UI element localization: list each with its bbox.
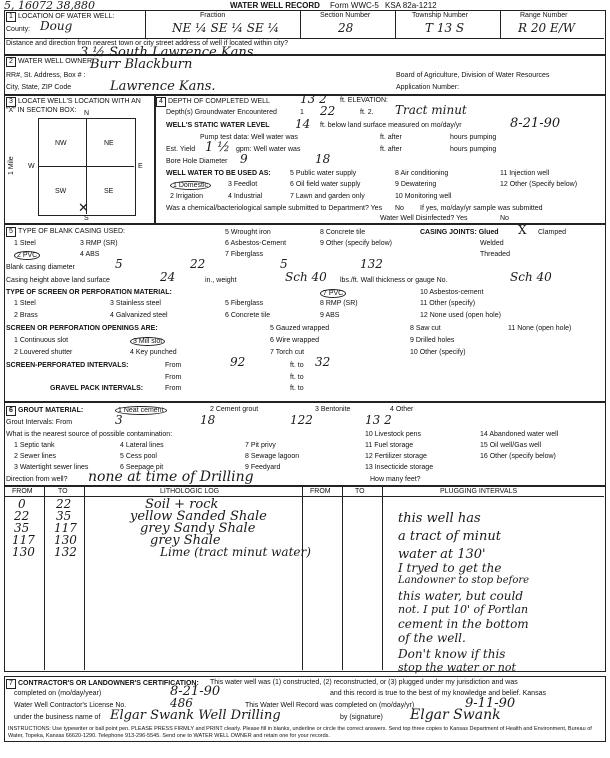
contam-lateral[interactable]: 4 Lateral lines xyxy=(120,442,164,449)
note-line: not. I put 10' of Portlan xyxy=(398,603,529,616)
screen-abs[interactable]: 9 ABS xyxy=(320,312,340,319)
open-drilled[interactable]: 9 Drilled holes xyxy=(410,337,455,344)
license-label: Water Well Contractor's License No. xyxy=(14,702,127,709)
section-2-label: 2 WATER WELL OWNER: xyxy=(6,57,94,67)
use-domestic[interactable]: 1 Domestic xyxy=(170,181,211,190)
depth-label: 4 DEPTH OF COMPLETED WELL xyxy=(156,97,270,107)
screen-brass[interactable]: 2 Brass xyxy=(14,312,38,319)
contam-feedyard[interactable]: 9 Feedyard xyxy=(245,464,281,471)
log-header-plugging: PLUGGING INTERVALS xyxy=(440,488,518,495)
joints-clamped[interactable]: Clamped xyxy=(538,229,567,236)
city-label: City, State, ZIP Code xyxy=(6,84,72,91)
quadrant-ne: NE xyxy=(104,140,114,147)
joints-threaded[interactable]: Threaded xyxy=(480,251,510,258)
open-wire[interactable]: 6 Wire wrapped xyxy=(270,337,320,344)
contam-other[interactable]: 16 Other (specify below) xyxy=(480,453,556,460)
bore-label: Bore Hole Diameter xyxy=(166,158,228,165)
open-key[interactable]: 4 Key punched xyxy=(130,349,177,356)
compass-n: N xyxy=(84,110,90,117)
diameter-to: 22 xyxy=(190,257,206,271)
log-row-to: 22 xyxy=(56,497,72,511)
quadrant-nw: NW xyxy=(55,140,67,147)
gravel-label: GRAVEL PACK INTERVALS: xyxy=(50,385,144,392)
casing-other[interactable]: 9 Other (specify below) xyxy=(320,240,392,247)
diameter-2: 5 xyxy=(280,257,288,271)
use-oilfield[interactable]: 6 Oil field water supply xyxy=(290,181,361,188)
contam-livestock[interactable]: 10 Livestock pens xyxy=(365,431,422,438)
static-level-date: 8-21-90 xyxy=(510,116,561,131)
county-label: County: xyxy=(6,26,31,33)
compass-s: S xyxy=(84,215,89,222)
use-other[interactable]: 12 Other (Specify below) xyxy=(500,181,578,188)
use-air[interactable]: 8 Air conditioning xyxy=(395,170,449,177)
log-header-to-2: TO xyxy=(355,488,365,495)
bore-to: 18 xyxy=(315,152,331,166)
distance-value: 3 ½ South Lawrence Kans. xyxy=(80,45,258,60)
disinfected-no[interactable]: No xyxy=(500,215,509,222)
contam-insecticide[interactable]: 13 Insecticide storage xyxy=(365,464,434,471)
contam-abandoned[interactable]: 14 Abandoned water well xyxy=(480,431,559,438)
screen-pvc[interactable]: 7 PVC xyxy=(320,289,346,298)
weight-value: Sch 40 xyxy=(285,270,327,284)
log-row-to: 117 xyxy=(54,521,77,535)
contam-oilwell[interactable]: 15 Oil well/Gas well xyxy=(480,442,542,449)
record-label: This Water Well Record was completed on (mo/day/yr) xyxy=(245,702,415,709)
completed-date: 8-21-90 xyxy=(170,684,221,699)
completed-label: completed on (mo/day/year) xyxy=(14,690,102,697)
screen-type-label: TYPE OF SCREEN OR PERFORATION MATERIAL: xyxy=(6,289,172,296)
log-row-from: 117 xyxy=(12,533,35,547)
casing-steel[interactable]: 1 Steel xyxy=(14,240,36,247)
form-number-handwritten: 5, 16072 38,880 xyxy=(4,0,95,12)
height-value: 24 xyxy=(160,270,176,284)
diameter-label: Blank casing diameter xyxy=(6,264,75,271)
feet-label: How many feet? xyxy=(370,476,421,483)
diameter-to-2: 132 xyxy=(360,257,383,271)
address-label: RR#, St. Address, Box # : xyxy=(6,72,86,79)
use-monitoring[interactable]: 10 Monitoring well xyxy=(395,193,452,200)
contam-pit[interactable]: 7 Pit privy xyxy=(245,442,276,449)
fraction-value: NE ¼ SE ¼ SE ¼ xyxy=(172,21,280,35)
quadrant-sw: SW xyxy=(55,188,67,195)
use-lawn[interactable]: 7 Lawn and garden only xyxy=(290,193,365,200)
note-line: this water, but could xyxy=(398,589,523,603)
bore-value: 9 xyxy=(240,152,248,166)
note-line: I tryed to get the xyxy=(398,561,502,575)
est-yield-label: Est. Yield xyxy=(166,146,196,153)
contam-watertight[interactable]: 3 Watertight sewer lines xyxy=(14,464,89,471)
true-text: and this record is true to the best of my knowledge and belief. Kansas xyxy=(330,690,546,697)
open-saw[interactable]: 8 Saw cut xyxy=(410,325,441,332)
fraction-label: Fraction xyxy=(200,12,226,19)
certification-text: This water well was (1) constructed, (2) reconstructed, or (3) plugged under my jurisdiction and was xyxy=(210,679,518,686)
est-yield-value: 1 ½ xyxy=(205,140,231,155)
section-3-label: 3 LOCATE WELL'S LOCATION WITH AN "X" IN SECTION BOX: xyxy=(6,98,141,114)
note-line: Landowner to stop before xyxy=(398,575,530,586)
note-line: water at 130' xyxy=(398,547,486,562)
gauge-label: lbs./ft. Wall thickness or gauge No. xyxy=(340,277,448,284)
static-level-label: WELL'S STATIC WATER LEVEL xyxy=(166,122,270,129)
log-row-to: 130 xyxy=(54,533,77,547)
note-line: a tract of minut xyxy=(398,529,501,544)
grout-cement[interactable]: 2 Cement grout xyxy=(210,406,259,413)
grout-bentonite[interactable]: 3 Bentonite xyxy=(315,406,351,413)
pump-test-label: Pump test data: Well water was xyxy=(200,134,298,141)
height-label: Casing height above land surface xyxy=(6,277,110,284)
static-level-suffix: ft. below land surface measured on mo/day/yr xyxy=(320,122,462,129)
township-label: Township Number xyxy=(412,12,469,19)
distance-label: Distance and direction from nearest town or city street address of well if located within city? xyxy=(6,40,289,47)
contam-sewer[interactable]: 2 Sewer lines xyxy=(14,453,57,460)
open-mill[interactable]: 3 Mill slot xyxy=(130,337,165,346)
note-line: Don't know if this xyxy=(398,647,506,661)
log-row-from: 130 xyxy=(12,545,35,559)
instructions: INSTRUCTIONS: Use typewriter or ball point pen. PLEASE PRESS FIRMLY and PRINT clearly. Please fill in blanks, underline or circle the correct answers. Send top three copies to Kansas Department of Health and Environment, Bureau of Water, Topeka, Kansas 66620-1290. Telephone 913-296-5545. Send one to WATER WELL OWNER and retain one for your records. xyxy=(8,726,592,739)
perf-label: SCREEN-PERFORATED INTERVALS: xyxy=(6,362,129,369)
signature: Elgar Swank xyxy=(410,707,501,723)
screen-steel[interactable]: 1 Steel xyxy=(14,300,36,307)
log-row-desc: grey Sandy Shale xyxy=(140,521,256,536)
casing-concrete[interactable]: 8 Concrete tile xyxy=(320,229,366,236)
open-none[interactable]: 11 None (open hole) xyxy=(508,325,572,332)
pump-after-2: ft. after xyxy=(380,146,402,153)
use-injection[interactable]: 11 Injection well xyxy=(500,170,550,177)
use-feedlot[interactable]: 3 Feedlot xyxy=(228,181,258,188)
grout-to: 18 xyxy=(200,413,216,427)
form-id: Form WWC-5 xyxy=(330,1,379,10)
joints-glued-x: X xyxy=(518,223,527,237)
contam-cess[interactable]: 5 Cess pool xyxy=(120,453,157,460)
contam-fuel[interactable]: 11 Fuel storage xyxy=(365,442,414,449)
grout-neat[interactable]: 1 Neat cement xyxy=(115,406,167,415)
perf-to-label-2: ft. to xyxy=(290,374,304,381)
application-label: Application Number: xyxy=(396,84,460,91)
groundwater-note: Tract minut xyxy=(395,103,467,117)
depth-value: 13 2 xyxy=(300,92,327,106)
grout-to-2: 13 2 xyxy=(365,413,392,427)
open-louvered[interactable]: 2 Louvered shutter xyxy=(14,349,73,356)
grout-label: 6 GROUT MATERIAL: xyxy=(6,406,83,416)
chem-sample-tail: If yes, mo/day/yr sample was submitted xyxy=(420,205,543,212)
direction-value: none at time of Drilling xyxy=(88,469,254,485)
pump-after-1: ft. after xyxy=(380,134,402,141)
log-header-lithologic: LITHOLOGIC LOG xyxy=(160,488,220,495)
open-torch[interactable]: 7 Torch cut xyxy=(270,349,305,356)
log-row-from: 0 xyxy=(18,497,26,511)
groundwater-1: 1 xyxy=(300,109,304,116)
log-header-to: TO xyxy=(58,488,68,495)
note-line: this well has xyxy=(398,511,481,526)
grout-other[interactable]: 4 Other xyxy=(390,406,414,413)
groundwater-label: Depth(s) Groundwater Encountered xyxy=(166,109,277,116)
direction-label: Direction from well? xyxy=(6,476,68,483)
contam-fertilizer[interactable]: 12 Fertilizer storage xyxy=(365,453,427,460)
log-row-desc: Lime (tract minut water) xyxy=(160,545,311,559)
open-continuous[interactable]: 1 Continuous slot xyxy=(14,337,69,344)
grout-from-2: 122 xyxy=(290,413,313,427)
ksa-citation: KSA 82a-1212 xyxy=(385,1,437,10)
casing-fiberglass[interactable]: 7 Fiberglass xyxy=(225,251,264,258)
screen-none[interactable]: 12 None used (open hole) xyxy=(420,312,501,319)
owner-name: Burr Blackburn xyxy=(90,57,193,72)
log-row-to: 132 xyxy=(54,545,77,559)
openings-label: SCREEN OR PERFORATION OPENINGS ARE: xyxy=(6,325,158,332)
pump-hours-2: hours pumping xyxy=(450,146,497,153)
compass-e: E xyxy=(138,163,143,170)
business-name: Elgar Swank Well Drilling xyxy=(110,708,281,723)
chem-sample-label: Was a chemical/bacteriological sample submitted to Department? Yes xyxy=(166,205,383,212)
perf-from: 92 xyxy=(230,355,246,369)
township-number: T 13 S xyxy=(425,21,465,35)
business-label: under the business name of xyxy=(14,714,101,721)
pump-hours-1: hours pumping xyxy=(450,134,497,141)
joints-label: CASING JOINTS: Glued xyxy=(420,229,499,236)
log-row-to: 35 xyxy=(56,509,72,523)
section-number: 28 xyxy=(338,21,354,35)
record-date: 9-11-90 xyxy=(465,696,516,711)
signature-label: by (signature) xyxy=(340,714,383,721)
board-label: Board of Agriculture, Division of Water Resources xyxy=(396,72,550,79)
perf-from-label-2: From xyxy=(165,374,182,381)
use-label: WELL WATER TO BE USED AS: xyxy=(166,170,271,177)
well-location-x: ✕ xyxy=(78,201,89,216)
log-row-desc: Soil + rock xyxy=(145,497,219,512)
section-number-label: Section Number xyxy=(320,12,371,19)
note-line: of the well. xyxy=(398,631,466,645)
weight-label: in., weight xyxy=(205,277,237,284)
elevation-label: ft. ELEVATION: xyxy=(340,97,388,104)
log-row-desc: yellow Sanded Shale xyxy=(130,509,267,524)
chem-sample-no[interactable]: No xyxy=(395,205,404,212)
gauge-value: Sch 40 xyxy=(510,270,552,284)
casing-wrought[interactable]: 5 Wrought iron xyxy=(225,229,271,236)
use-dewatering[interactable]: 9 Dewatering xyxy=(395,181,437,188)
city-value: Lawrence Kans. xyxy=(110,79,216,94)
mile-label: 1 Mile xyxy=(8,156,15,175)
screen-stainless[interactable]: 3 Stainless steel xyxy=(110,300,161,307)
county-value: Doug xyxy=(40,19,73,33)
casing-asbestos[interactable]: 6 Asbestos-Cement xyxy=(225,240,287,247)
perf-to: 32 xyxy=(315,355,331,369)
certification-label: 7 CONTRACTOR'S OR LANDOWNER'S CERTIFICATION: xyxy=(6,679,199,689)
open-other[interactable]: 10 Other (specify) xyxy=(410,349,466,356)
groundwater-2-label: ft. 2. xyxy=(360,109,374,116)
screen-other[interactable]: 11 Other (specify) xyxy=(420,300,476,307)
use-public[interactable]: 5 Public water supply xyxy=(290,170,357,177)
gravel-to-label: ft. to xyxy=(290,385,304,392)
open-gauzed[interactable]: 5 Gauzed wrapped xyxy=(270,325,330,332)
screen-rmp[interactable]: 8 RMP (SR) xyxy=(320,300,358,307)
est-yield-gpm: gpm: Well water was xyxy=(236,146,301,153)
grout-from: 3 xyxy=(115,413,123,427)
contam-seepage[interactable]: 6 Seepage pit xyxy=(120,464,164,471)
use-irrigation[interactable]: 2 Irrigation xyxy=(170,193,204,200)
groundwater-value: 22 xyxy=(320,104,336,118)
log-header-from-2: FROM xyxy=(310,488,331,495)
screen-asbestos[interactable]: 10 Asbestos-cement xyxy=(420,289,484,296)
gravel-from-label: From xyxy=(165,385,182,392)
disinfected-label: Water Well Disinfected? Yes xyxy=(380,215,468,222)
casing-pvc[interactable]: 2 PVC xyxy=(14,251,40,260)
perf-from-label: From xyxy=(165,362,182,369)
screen-fiberglass[interactable]: 5 Fiberglass xyxy=(225,300,264,307)
use-industrial[interactable]: 4 Industrial xyxy=(228,193,263,200)
license-number: 486 xyxy=(170,696,193,710)
log-row-desc: grey Shale xyxy=(150,533,221,548)
static-level-value: 14 xyxy=(295,117,311,131)
diameter-value: 5 xyxy=(115,257,123,271)
screen-concrete[interactable]: 6 Concrete tile xyxy=(225,312,271,319)
screen-galvanized[interactable]: 4 Galvanized steel xyxy=(110,312,168,319)
contam-lagoon[interactable]: 8 Sewage lagoon xyxy=(245,453,300,460)
section-1-label: 1 LOCATION OF WATER WELL: xyxy=(6,12,114,22)
joints-welded[interactable]: Welded xyxy=(480,240,504,247)
form-title: WATER WELL RECORD xyxy=(230,1,320,10)
note-line: stop the water or not xyxy=(398,661,516,674)
log-row-from: 22 xyxy=(14,509,30,523)
range-number: R 20 E/W xyxy=(518,21,576,35)
casing-abs[interactable]: 4 ABS xyxy=(80,251,100,258)
note-line: cement in the bottom xyxy=(398,617,529,631)
log-header-from: FROM xyxy=(12,488,33,495)
casing-label: 5 TYPE OF BLANK CASING USED: xyxy=(6,227,125,237)
perf-to-label: ft. to xyxy=(290,362,304,369)
contam-septic[interactable]: 1 Septic tank xyxy=(14,442,55,449)
grout-interval-label: Grout Intervals: From xyxy=(6,419,73,426)
quadrant-se: SE xyxy=(104,188,114,195)
casing-rmp[interactable]: 3 RMP (SR) xyxy=(80,240,118,247)
compass-w: W xyxy=(28,163,35,170)
log-row-from: 35 xyxy=(14,521,30,535)
contam-label: What is the nearest source of possible contamination: xyxy=(6,431,173,438)
range-label: Range Number xyxy=(520,12,568,19)
